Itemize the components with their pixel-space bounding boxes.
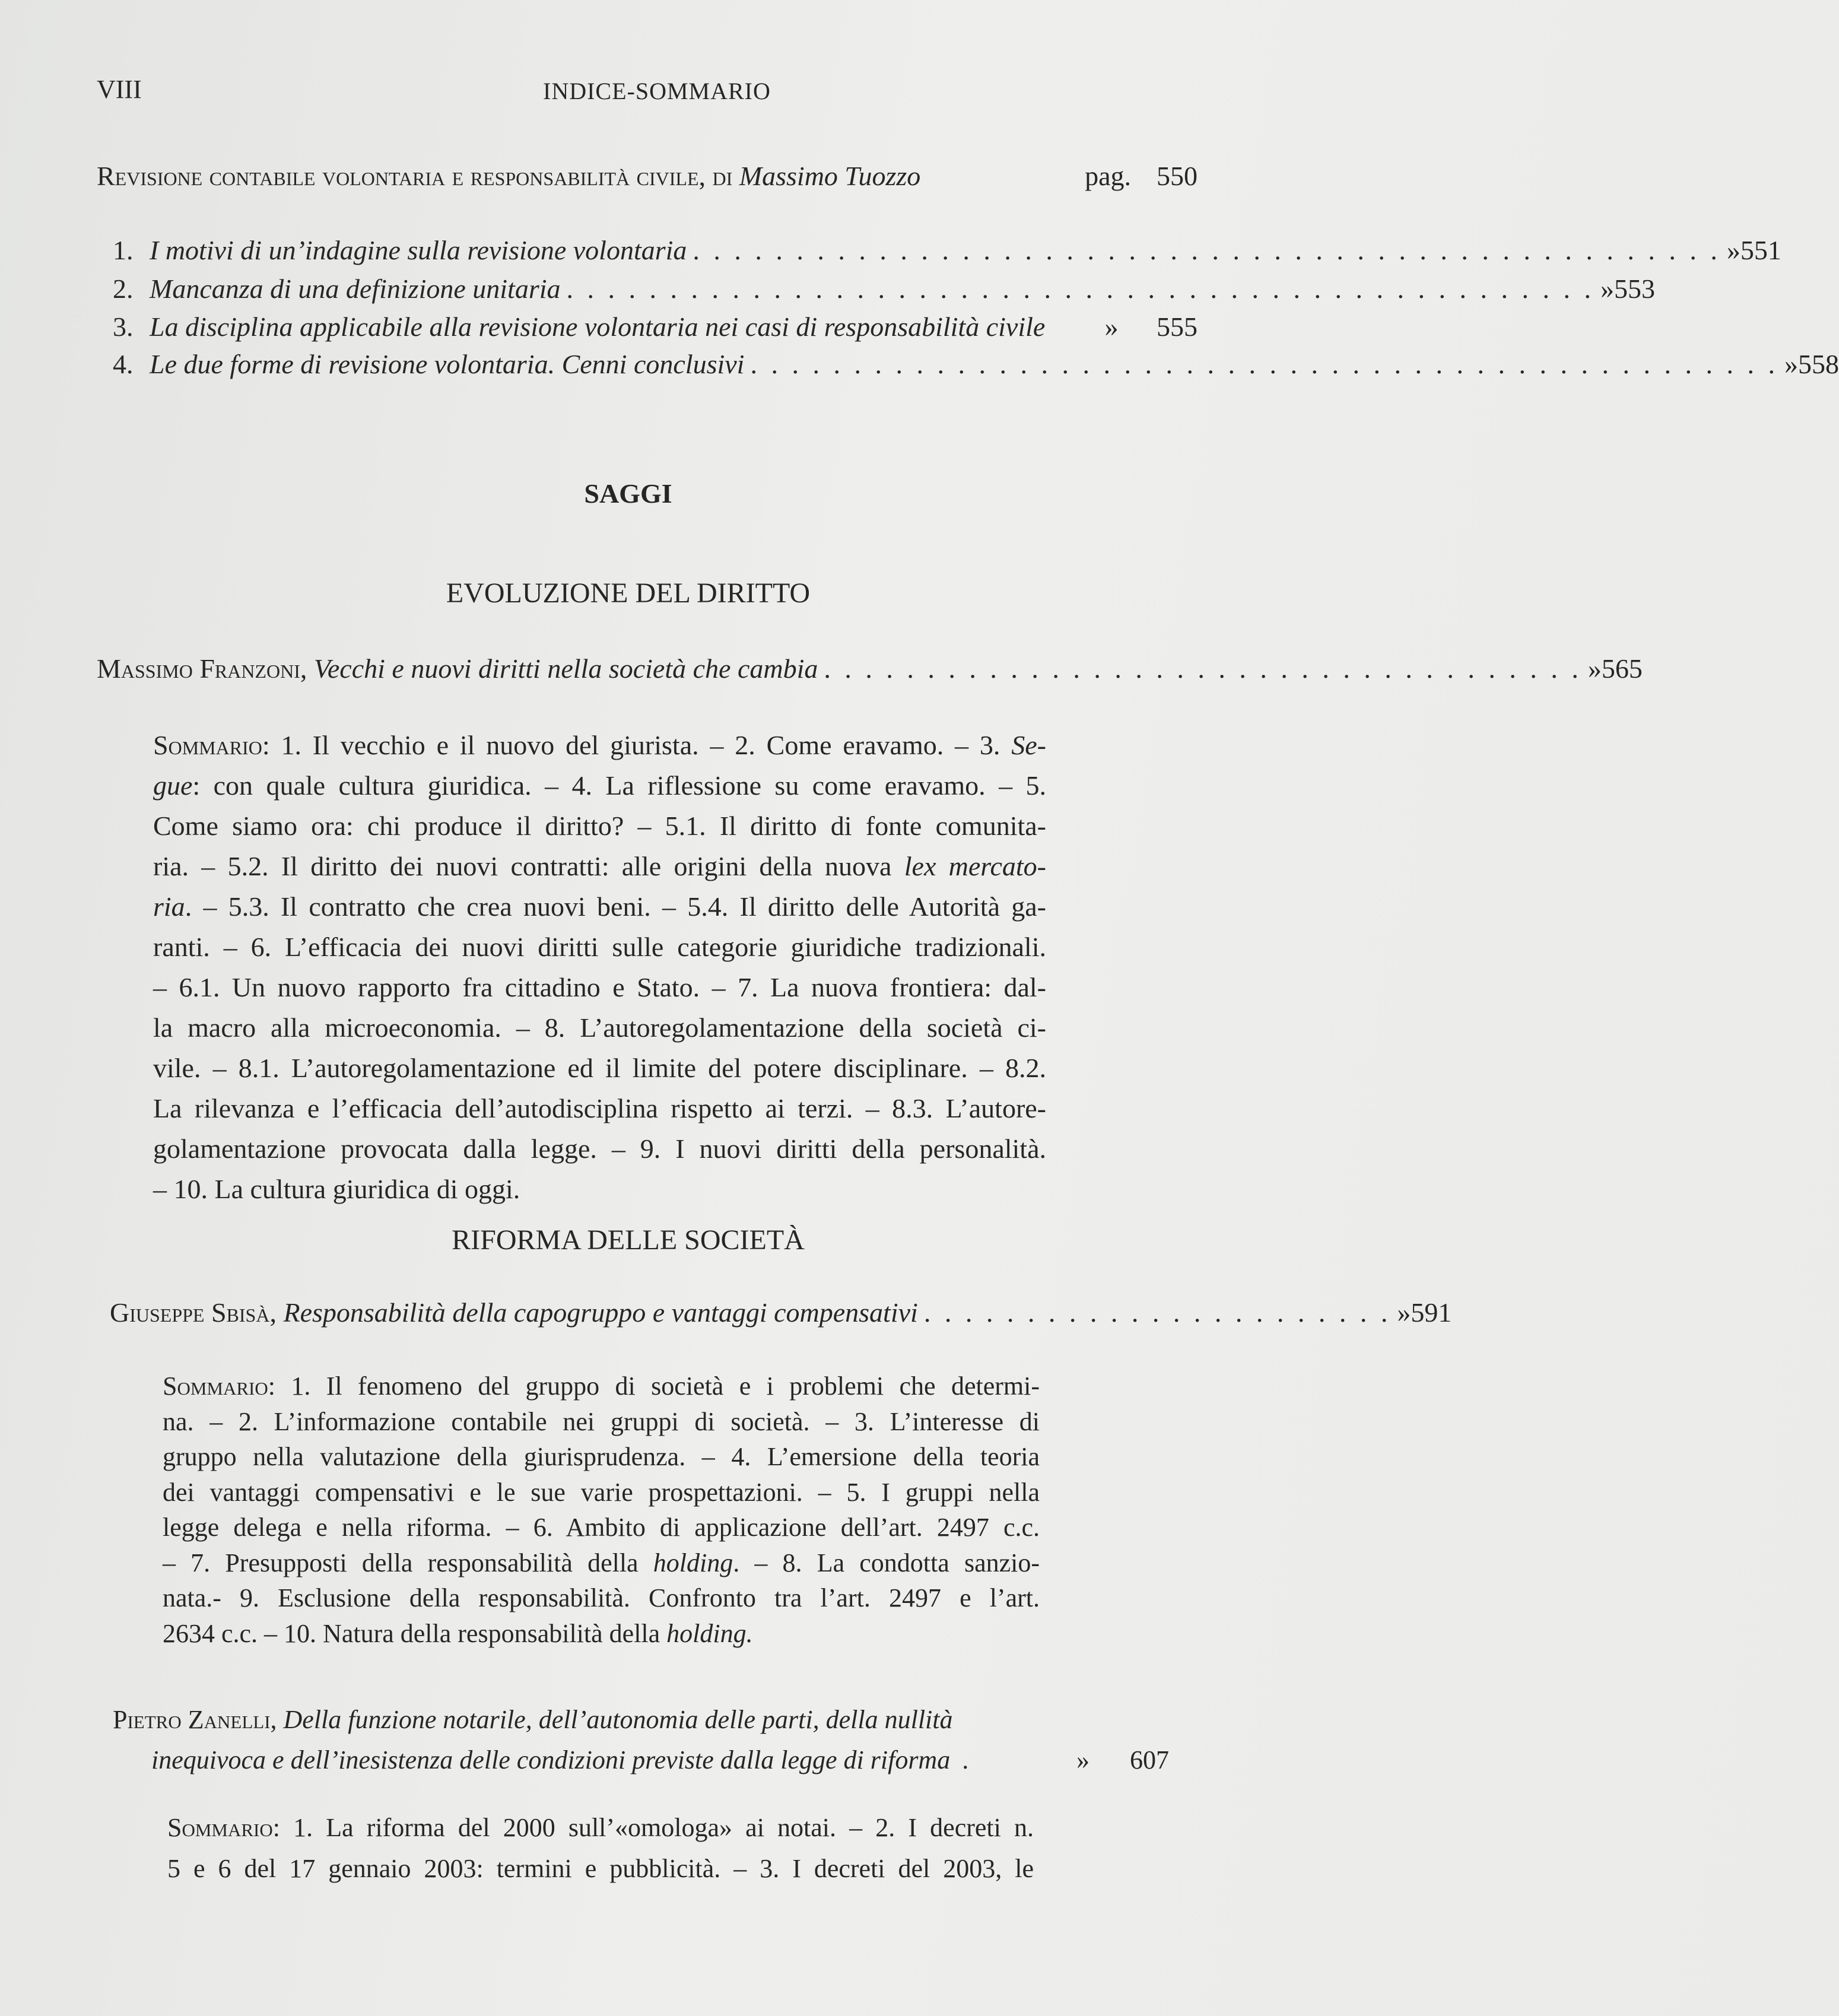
page-ref: 553 — [1614, 274, 1656, 304]
pag-label: pag. — [1085, 161, 1131, 191]
summary-text: ranti. – 6. L’efficacia dei nuovi diritti sulle categorie giuridiche tradizionali. — [153, 932, 1046, 962]
section-number: 4. — [113, 349, 134, 379]
page-ref: 555 — [1157, 312, 1198, 342]
summary-line — [153, 766, 1046, 806]
toc-entry-article[interactable] — [97, 160, 1198, 192]
continuation-mark: » — [1104, 312, 1119, 342]
section-heading: EVOLUZIONE DEL DIRITTO — [446, 577, 811, 609]
summary-text: vile. – 8.1. L’autoregolamentazione ed il limite del potere disciplinare. – 8.2. — [153, 1053, 1046, 1083]
summary-text: – 10. La cultura giuridica di oggi. — [153, 1174, 520, 1204]
summary-text: 5 e 6 del 17 gennaio 2003: termini e pubblicità. – 3. I decreti del 2003, le — [167, 1854, 1034, 1883]
article-summary — [153, 725, 1046, 1209]
section-number: 1. — [113, 235, 134, 265]
article-author: Massimo Tuozzo — [739, 161, 921, 191]
summary-text: Come siamo ora: chi produce il diritto? – 5.1. Il diritto di fonte comunita- — [153, 811, 1046, 841]
toc-entry-article[interactable]: Giuseppe Sbisà, Responsabilità della capogruppo e vantaggi compensativi . . . . . . . . . . . . . . . . . . . . . . . » 591 — [110, 1297, 1452, 1328]
summary-line — [163, 1439, 1040, 1475]
summary-line — [153, 887, 1046, 927]
summary-text: Se- — [1011, 730, 1046, 760]
summary-line — [153, 1008, 1046, 1048]
continuation-mark: » — [1600, 274, 1615, 304]
article-title-line1: Della funzione notarile, dell’autonomia delle parti, della nullità — [283, 1705, 953, 1734]
toc-section-entry[interactable] — [113, 348, 1839, 380]
summary-line — [163, 1369, 1040, 1404]
running-title: INDICE-SOMMARIO — [543, 78, 771, 104]
article-author: Massimo Franzoni — [97, 653, 300, 684]
summary-text: na. – 2. L’informazione contabile nei gruppi di società. – 3. L’interesse di — [163, 1407, 1040, 1436]
summary-label: Sommario — [163, 1371, 268, 1401]
continuation-mark: » — [1397, 1297, 1411, 1328]
summary-text: La rilevanza e l’efficacia dell’autodisciplina rispetto ai terzi. – 8.3. L’autore- — [153, 1093, 1046, 1123]
summary-line — [167, 1807, 1034, 1848]
summary-text: golamentazione provocata dalla legge. – 9. I nuovi diritti della personalità. — [153, 1134, 1046, 1164]
toc-entry-article-line1[interactable]: Pietro Zanelli, Della funzione notarile, dell’autonomia delle parti, della nullità — [113, 1705, 953, 1734]
summary-text: – 6.1. Un nuovo rapporto fra cittadino e Stato. – 7. La nuova frontiera: dal- — [153, 972, 1046, 1002]
summary-line — [163, 1616, 1040, 1652]
summary-label: Sommario — [167, 1813, 273, 1842]
leader-dots: . . . . . . . . . . . . . . . . . . . . . . . — [923, 1297, 1392, 1328]
summary-text: lex mercato- — [904, 851, 1047, 881]
article-summary — [163, 1369, 1040, 1651]
section-number: 3. — [113, 312, 134, 342]
leader-dots: . . . . . . . . . . . . . . . . . . . . . . . . . . . . . . . . . . . . . . . . . . . . . . . . . . — [693, 235, 1721, 265]
summary-line — [153, 1129, 1046, 1169]
article-author: Pietro Zanelli — [113, 1705, 271, 1734]
article-summary — [167, 1807, 1034, 1889]
summary-line — [153, 927, 1046, 967]
toc-section-entry[interactable] — [113, 273, 1656, 304]
summary-text: holding — [653, 1548, 733, 1577]
summary-text: gue — [153, 770, 193, 801]
summary-text: . – 8. La condotta sanzio- — [733, 1548, 1040, 1577]
leader-dots: . . . . . . . . . . . . . . . . . . . . . . . . . . . . . . . . . . . . . . . . . . . . . . . . . . — [750, 349, 1778, 379]
section-heading: RIFORMA DELLE SOCIETÀ — [452, 1224, 805, 1256]
summary-text: : 1. La riforma del 2000 sull’«omologa» ai notai. – 2. I decreti n. — [272, 1813, 1034, 1842]
page-ref: 558 — [1797, 349, 1839, 379]
summary-text: gruppo nella valutazione della giurisprudenza. – 4. L’emersione della teoria — [163, 1442, 1040, 1471]
summary-line — [153, 1088, 1046, 1129]
leader-dots: . — [962, 1745, 973, 1774]
section-title: La disciplina applicabile alla revisione volontaria nei casi di responsabilità civile — [150, 312, 1046, 342]
continuation-mark: » — [1076, 1745, 1090, 1774]
leader-dots: . . . . . . . . . . . . . . . . . . . . . . . . . . . . . . . . . . . . . — [824, 653, 1582, 684]
summary-text: dei vantaggi compensativi e le sue varie prospettazioni. – 5. I gruppi nella — [163, 1477, 1040, 1507]
leader-dots: . . . . . . . . . . . . . . . . . . . . . . . . . . . . . . . . . . . . . . . . . . . . . . . . . . — [566, 274, 1595, 304]
page-ref: 565 — [1601, 653, 1643, 684]
article-title: Revisione contabile volontaria e responsabilità civile, di — [97, 161, 739, 191]
summary-line — [167, 1848, 1034, 1889]
summary-line — [153, 967, 1046, 1008]
section-number: 2. — [113, 274, 134, 304]
summary-text: nata.- 9. Esclusione della responsabilità. Confronto tra l’art. 2497 e l’art. — [163, 1583, 1040, 1612]
toc-section-entry[interactable] — [113, 311, 1198, 342]
article-title: Vecchi e nuovi diritti nella società che cambia — [313, 653, 818, 684]
summary-text: 2634 c.c. – 10. Natura della responsabilità della — [163, 1618, 667, 1648]
page-ref: 550 — [1157, 161, 1198, 191]
toc-entry-article[interactable]: Massimo Franzoni, Vecchi e nuovi diritti nella società che cambia . . . . . . . . . . . . . . . . . . . . . . . . . . . . . . . . . . . . . » 565 — [97, 653, 1643, 684]
article-author: Giuseppe Sbisà — [110, 1297, 270, 1328]
summary-text: : con quale cultura giuridica. – 4. La riflessione su come eravamo. – 5. — [192, 770, 1046, 801]
page-ref: 607 — [1130, 1745, 1169, 1774]
summary-text: la macro alla microeconomia. – 8. L’autoregolamentazione della società ci- — [153, 1012, 1046, 1043]
summary-text: . – 5.3. Il contratto che crea nuovi beni. – 5.4. Il diritto delle Autorità ga- — [185, 891, 1046, 922]
summary-text: – 7. Presupposti della responsabilità della — [163, 1548, 653, 1577]
article-title-line2: inequivoca e dell’inesistenza delle condizioni previste dalla legge di riforma — [151, 1745, 951, 1774]
summary-line — [163, 1580, 1040, 1616]
summary-line — [153, 1048, 1046, 1088]
page-number: VIII — [97, 75, 142, 104]
toc-section-entry[interactable] — [113, 234, 1781, 266]
page-ref: 591 — [1411, 1297, 1452, 1328]
summary-label: Sommario — [153, 730, 262, 760]
summary-line — [153, 1169, 1046, 1209]
summary-text: : 1. Il fenomeno del gruppo di società e i problemi che determi- — [268, 1371, 1040, 1401]
part-heading: SAGGI — [584, 478, 672, 509]
summary-line — [153, 846, 1046, 887]
section-title: Mancanza di una definizione unitaria — [150, 274, 561, 304]
toc-entry-article-line2[interactable] — [151, 1745, 1169, 1775]
summary-text: : 1. Il vecchio e il nuovo del giurista. – 2. Come eravamo. – 3. — [262, 730, 1012, 760]
summary-line — [153, 806, 1046, 846]
summary-line — [153, 725, 1046, 766]
summary-text: holding. — [666, 1618, 753, 1648]
summary-line — [163, 1510, 1040, 1545]
continuation-mark: » — [1784, 349, 1798, 379]
summary-line — [163, 1404, 1040, 1440]
continuation-mark: » — [1587, 653, 1602, 684]
summary-text: ria — [153, 891, 185, 922]
continuation-mark: » — [1726, 235, 1740, 265]
section-title: I motivi di un’indagine sulla revisione volontaria — [150, 235, 687, 265]
section-title: Le due forme di revisione volontaria. Cenni conclusivi — [150, 349, 745, 379]
page-ref: 551 — [1740, 235, 1781, 265]
summary-line — [163, 1475, 1040, 1510]
summary-text: ria. – 5.2. Il diritto dei nuovi contratti: alle origini della nuova — [153, 851, 904, 881]
summary-text: legge delega e nella riforma. – 6. Ambito di applicazione dell’art. 2497 c.c. — [163, 1513, 1040, 1542]
article-title: Responsabilità della capogruppo e vantaggi compensativi — [283, 1297, 918, 1328]
summary-line — [163, 1545, 1040, 1581]
